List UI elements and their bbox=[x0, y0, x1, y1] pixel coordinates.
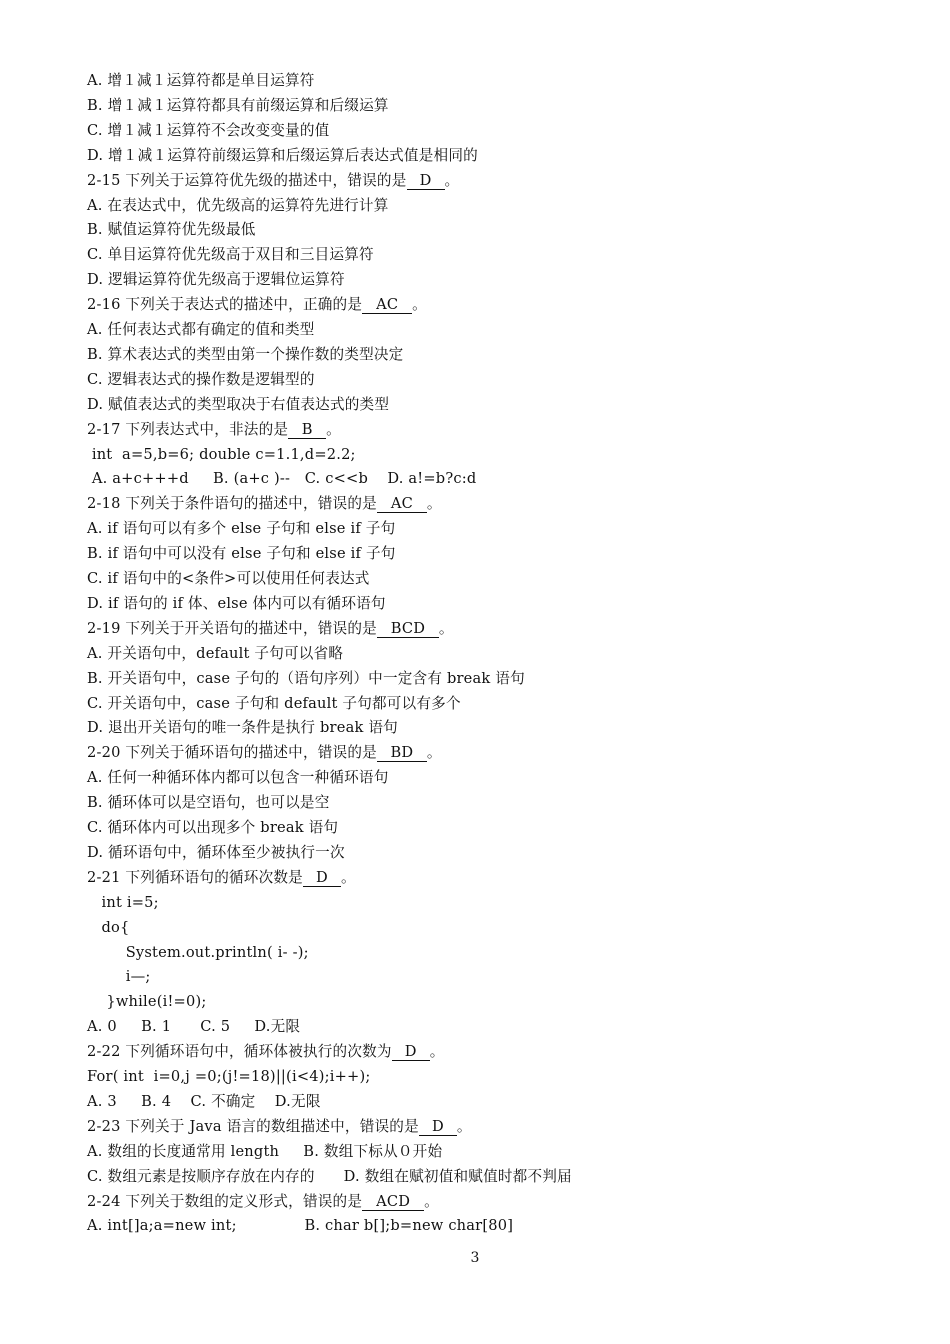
question-end: 。 bbox=[326, 420, 341, 438]
question-line bbox=[87, 619, 454, 639]
text-line: D. 逻辑运算符优先级高于逻辑位运算符 bbox=[87, 271, 345, 289]
question-text: 2-22 下列循环语句中，循环体被执行的次数为 bbox=[87, 1043, 392, 1061]
question-text: 2-19 下列关于开关语句的描述中，错误的是 bbox=[87, 619, 377, 637]
text-line: A. int[]a;a=new int; B. char b[];b=new char[80] bbox=[87, 1217, 514, 1235]
text-line: D. 赋值表达式的类型取决于右值表达式的类型 bbox=[87, 395, 390, 413]
answer-blank: B bbox=[288, 421, 326, 439]
question-end: 。 bbox=[429, 1043, 445, 1061]
text-line: D. 增１减１运算符前缀运算和后缀运算后表达式值是相同的 bbox=[87, 146, 478, 164]
text-line: C. 逻辑表达式的操作数是逻辑型的 bbox=[87, 370, 315, 388]
text-line: int a=5,b=6; double c=1.1,d=2.2; bbox=[87, 445, 356, 463]
question-text: 2-15 下列关于运算符优先级的描述中，错误的是 bbox=[87, 171, 407, 189]
answer-blank: ACD bbox=[362, 1193, 424, 1211]
text-line: B. 赋值运算符优先级最低 bbox=[87, 221, 256, 239]
question-line bbox=[87, 420, 341, 440]
question-line bbox=[87, 1192, 439, 1212]
text-line: A. 任何表达式都有确定的值和类型 bbox=[87, 321, 315, 338]
text-line: A. 0 B. 1 C. 5 D.无限 bbox=[87, 1018, 301, 1036]
text-line: D. if 语句的 if 体、else 体内可以有循环语句 bbox=[87, 594, 386, 612]
text-line: System.out.println( i- -); bbox=[87, 943, 309, 961]
question-text: 2-18 下列关于条件语句的描述中，错误的是 bbox=[87, 495, 377, 513]
question-end: 。 bbox=[456, 1117, 472, 1135]
question-end: 。 bbox=[426, 495, 442, 513]
question-text: 2-23 下列关于 Java 语言的数组描述中，错误的是 bbox=[87, 1117, 419, 1135]
text-line: For( int i=0,j =0;(j!=18)||(i<4);i++); bbox=[87, 1068, 371, 1085]
question-line bbox=[87, 295, 427, 315]
text-line: A. a+c+++d B. (a+c )-- C. c<<b D. a!=b?c:d bbox=[87, 470, 477, 488]
question-line bbox=[87, 868, 356, 888]
page-number: 3 bbox=[470, 1250, 480, 1266]
question-text: 2-24 下列关于数组的定义形式，错误的是 bbox=[87, 1192, 363, 1210]
text-line: C. 循环体内可以出现多个 break 语句 bbox=[87, 819, 339, 836]
question-line bbox=[87, 743, 442, 763]
text-line: A. 增１减１运算符都是单目运算符 bbox=[87, 72, 315, 89]
question-end: 。 bbox=[340, 868, 356, 886]
text-line: B. if 语句中可以没有 else 子句和 else if 子句 bbox=[87, 545, 396, 563]
question-text: 2-16 下列关于表达式的描述中，正确的是 bbox=[87, 296, 363, 314]
text-line: C. 开关语句中，case 子句和 default 子句都可以有多个 bbox=[87, 694, 461, 712]
text-line: }while(i!=0); bbox=[87, 993, 207, 1011]
text-line: C. 数组元素是按顺序存放在内存的 D. 数组在赋初值和赋值时都不判届 bbox=[87, 1167, 572, 1185]
question-line bbox=[87, 171, 459, 191]
question-end: 。 bbox=[412, 296, 427, 314]
text-line: B. 循环体可以是空语句，也可以是空 bbox=[87, 794, 330, 812]
question-end: 。 bbox=[424, 1192, 439, 1210]
text-line: int i=5; bbox=[87, 893, 159, 911]
answer-blank: D bbox=[392, 1043, 430, 1061]
text-line: D. 循环语句中，循环体至少被执行一次 bbox=[87, 843, 345, 861]
question-line bbox=[87, 1042, 445, 1062]
answer-blank: AC bbox=[377, 495, 427, 513]
text-line: A. 3 B. 4 C. 不确定 D.无限 bbox=[87, 1092, 321, 1110]
text-line: do{ bbox=[87, 918, 130, 936]
answer-blank: D bbox=[303, 869, 341, 887]
question-end: 。 bbox=[426, 744, 442, 762]
text-line: A. 开关语句中，default 子句可以省略 bbox=[87, 644, 344, 662]
question-text: 2-21 下列循环语句的循环次数是 bbox=[87, 868, 303, 886]
text-line: B. 算术表达式的类型由第一个操作数的类型决定 bbox=[87, 345, 404, 363]
text-line: A. 任何一种循环体内都可以包含一种循环语句 bbox=[87, 769, 389, 787]
text-line: B. 开关语句中，case 子句的（语句序列）中一定含有 break 语句 bbox=[87, 669, 525, 687]
question-text: 2-20 下列关于循环语句的描述中，错误的是 bbox=[87, 744, 377, 762]
text-line: C. 单目运算符优先级高于双目和三目运算符 bbox=[87, 246, 374, 264]
text-line: A. 在表达式中，优先级高的运算符先进行计算 bbox=[87, 196, 389, 214]
question-end: 。 bbox=[438, 619, 454, 637]
question-line bbox=[87, 494, 442, 514]
answer-blank: D bbox=[419, 1118, 457, 1136]
text-line: C. 增１减１运算符不会改变变量的值 bbox=[87, 121, 330, 139]
text-line: D. 退出开关语句的唯一条件是执行 break 语句 bbox=[87, 719, 398, 737]
question-line bbox=[87, 1117, 472, 1137]
text-line: C. if 语句中的<条件>可以使用任何表达式 bbox=[87, 570, 370, 587]
text-line: B. 增１减１运算符都具有前缀运算和后缀运算 bbox=[87, 96, 389, 114]
question-end: 。 bbox=[444, 171, 460, 189]
question-text: 2-17 下列表达式中，非法的是 bbox=[87, 420, 289, 438]
text-line: A. if 语句可以有多个 else 子句和 else if 子句 bbox=[87, 520, 396, 538]
answer-blank: BCD bbox=[377, 620, 439, 638]
answer-blank: BD bbox=[377, 744, 427, 762]
answer-blank: D bbox=[407, 172, 445, 190]
answer-blank: AC bbox=[362, 296, 412, 314]
text-line: i—; bbox=[87, 968, 151, 986]
text-line: A. 数组的长度通常用 length B. 数组下标从０开始 bbox=[87, 1142, 443, 1160]
